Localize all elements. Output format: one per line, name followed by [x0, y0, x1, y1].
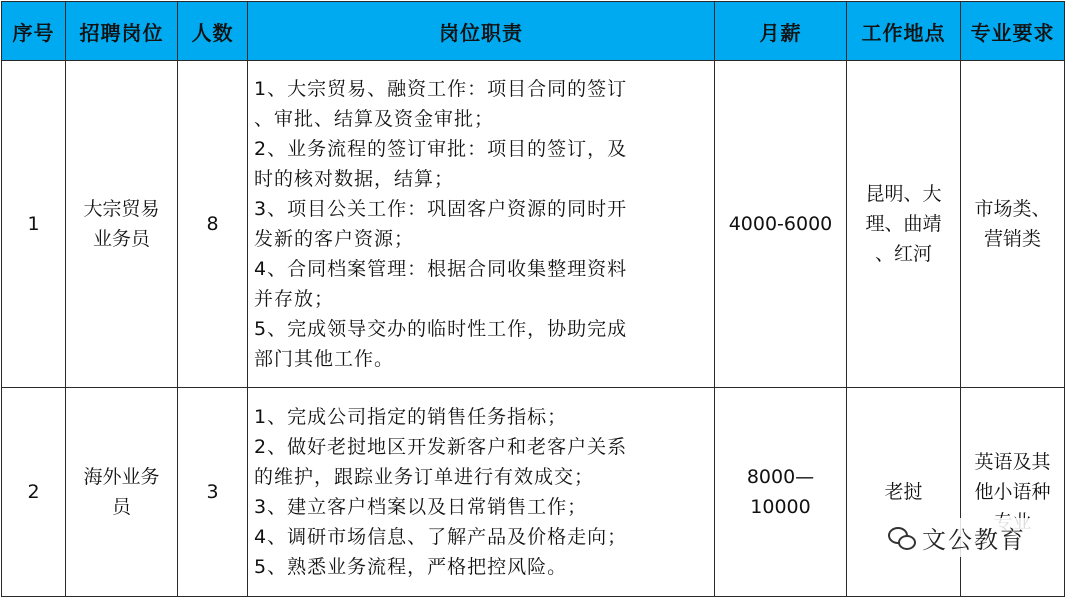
text-line: 4、合同档案管理：根据合同收集整理资料	[254, 254, 708, 284]
multiline	[83, 194, 159, 254]
text-line: 昆明、大	[865, 179, 941, 209]
watermark	[882, 518, 1032, 557]
multiline	[865, 179, 941, 269]
header-count: 人数	[178, 2, 248, 61]
table-row	[2, 388, 1065, 597]
text-line: 、红河	[865, 239, 941, 269]
text-line: 3、建立客户档案以及日常销售工作；	[254, 492, 708, 522]
text-line: 10000	[747, 492, 814, 522]
header-duties: 岗位职责	[248, 2, 715, 61]
text-line: 时的核对数据，结算；	[254, 164, 708, 194]
header-position: 招聘岗位	[66, 2, 178, 61]
text-line: 的维护，跟踪业务订单进行有效成交；	[254, 462, 708, 492]
text-line: 部门其他工作。	[254, 344, 708, 374]
text-line: 专业	[974, 507, 1050, 537]
multiline	[83, 462, 159, 522]
text-line: 海外业务	[83, 462, 159, 492]
text-line: 5、熟悉业务流程，严格把控风险。	[254, 552, 708, 582]
text-line: 业务员	[83, 224, 159, 254]
cell-position	[66, 61, 178, 388]
text-line: 、审批、结算及资金审批；	[254, 104, 708, 134]
recruitment-table	[1, 1, 1065, 597]
multiline	[254, 74, 708, 374]
cell-salary	[715, 61, 847, 388]
text-line: 1、大宗贸易、融资工作：项目合同的签订	[254, 74, 708, 104]
text-line: 发新的客户资源；	[254, 224, 708, 254]
cell-location	[847, 388, 961, 597]
header-salary: 月薪	[715, 2, 847, 61]
text-line: 并存放；	[254, 284, 708, 314]
multiline	[974, 194, 1050, 254]
cell-salary	[715, 388, 847, 597]
cell-seq: 1	[2, 61, 66, 388]
header-row	[2, 2, 1065, 61]
text-line: 1、完成公司指定的销售任务指标；	[254, 402, 708, 432]
cell-count: 8	[178, 61, 248, 388]
cell-count: 3	[178, 388, 248, 597]
multiline	[254, 402, 708, 582]
cell-major	[961, 388, 1065, 597]
text-line: 大宗贸易	[83, 194, 159, 224]
cell-duties	[248, 61, 715, 388]
text-line: 员	[83, 492, 159, 522]
cell-location	[847, 61, 961, 388]
text-line: 理、曲靖	[865, 209, 941, 239]
cell-position	[66, 388, 178, 597]
text-line: 2、业务流程的签订审批：项目的签订，及	[254, 134, 708, 164]
text-line: 4、调研市场信息、了解产品及价格走向；	[254, 522, 708, 552]
text-line: 5、完成领导交办的临时性工作，协助完成	[254, 314, 708, 344]
text-line: 营销类	[974, 224, 1050, 254]
table-row	[2, 61, 1065, 388]
text-line: 老挝	[884, 477, 922, 507]
wechat-icon	[888, 527, 914, 549]
cell-major	[961, 61, 1065, 388]
text-line: 市场类、	[974, 194, 1050, 224]
cell-duties	[248, 388, 715, 597]
header-location: 工作地点	[847, 2, 961, 61]
header-major: 专业要求	[961, 2, 1065, 61]
watermark-text: 文公教育	[922, 520, 1026, 555]
text-line: 英语及其	[974, 447, 1050, 477]
text-line: 8000—	[747, 462, 814, 492]
header-seq: 序号	[2, 2, 66, 61]
text-line: 4000-6000	[729, 209, 833, 239]
multiline	[747, 462, 814, 522]
text-line: 3、项目公关工作：巩固客户资源的同时开	[254, 194, 708, 224]
text-line: 他小语种	[974, 477, 1050, 507]
text-line: 2、做好老挝地区开发新客户和老客户关系	[254, 432, 708, 462]
cell-seq: 2	[2, 388, 66, 597]
multiline	[729, 209, 833, 239]
multiline	[884, 477, 922, 507]
